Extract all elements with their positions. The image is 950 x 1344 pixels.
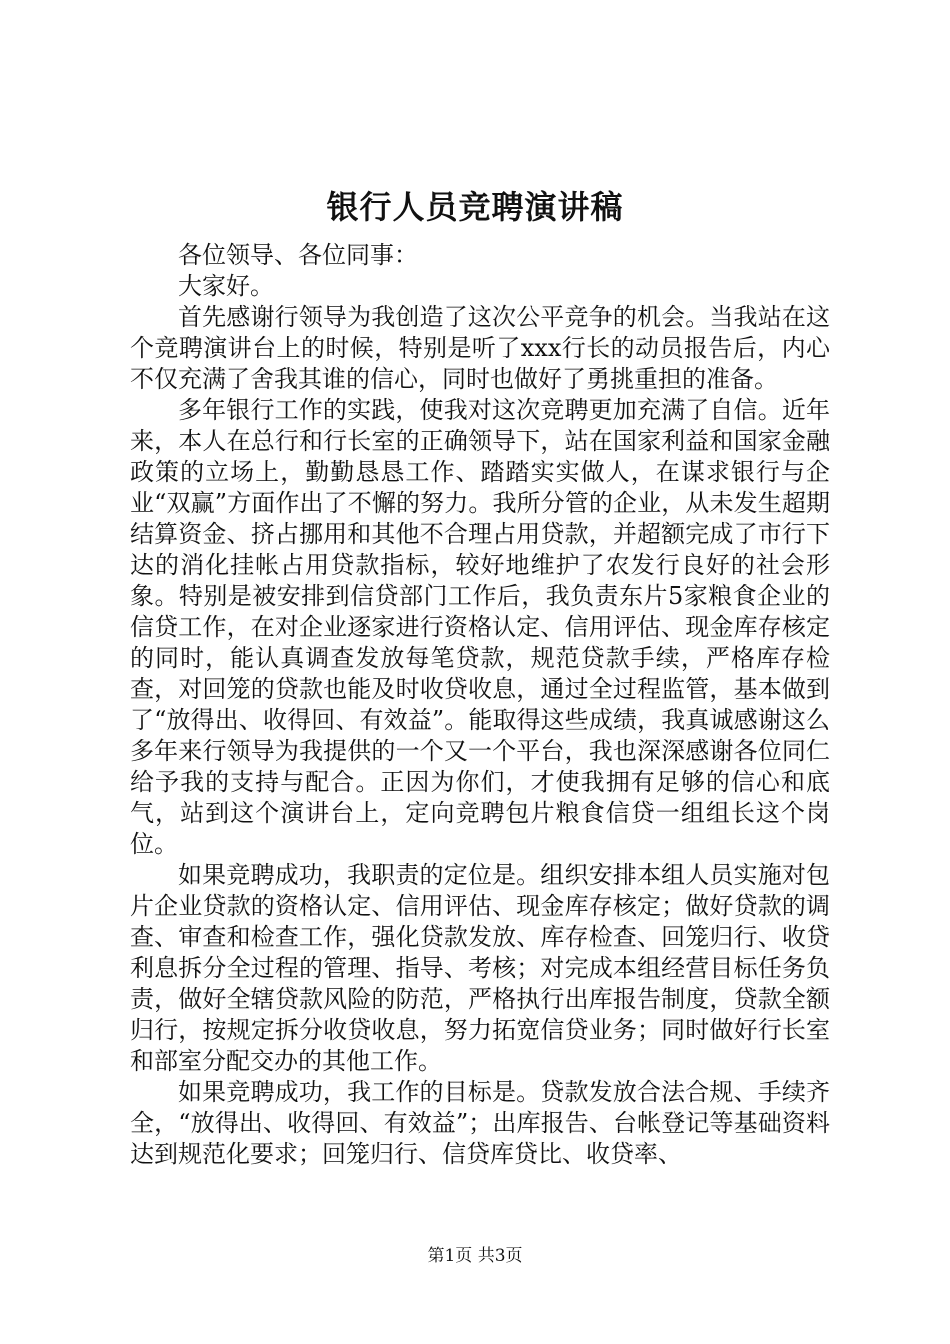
salutation-paragraph: 各位领导、各位同事： <box>178 241 418 269</box>
document-title: 银行人员竞聘演讲稿 <box>326 188 624 226</box>
body-paragraph: 首先感谢行领导为我创造了这次公平竞争的机会。当我站在这个竞聘演讲台上的时候，特别是听了xxx行长的动员报告后，内心不仅充满了舍我其谁的信心，同时也做好了勇挑重担的准备。 <box>130 303 830 393</box>
body-paragraph: 如果竞聘成功，我工作的目标是。贷款发放合法合规、手续齐全，“放得出、收得回、有效益”；出库报告、台帐登记等基础资料达到规范化要求；回笼归行、信贷库贷比、收贷率、 <box>130 1078 830 1168</box>
body-paragraph: 多年银行工作的实践，使我对这次竞聘更加充满了自信。近年来，本人在总行和行长室的正确领导下，站在国家利益和国家金融政策的立场上，勤勤恳恳工作、踏踏实实做人，在谋求银行与企业“双赢”方面作出了不懈的努力。我所分管的企业，从未发生超期结算资金、挤占挪用和其他不合理占用贷款，并超额完成了市行下达的消化挂帐占用贷款指标，较好地维护了农发行良好的社会形象。特别是被安排到信贷部门工作后，我负责东片5家粮食企业的信贷工作，在对企业逐家进行资格认定、信用评估、现金库存核定的同时，能认真调查发放每笔贷款，规范贷款手续，严格库存检查，对回笼的贷款也能及时收贷收息，通过全过程监管，基本做到了“放得出、收得回、有效益”。能取得这些成绩，我真诚感谢这么多年来行领导为我提供的一个又一个平台，我也深深感谢各位同仁给予我的支持与配合。正因为你们，才使我拥有足够的信心和底气，站到这个演讲台上，定向竞聘包片粮食信贷一组组长这个岗位。 <box>130 396 830 858</box>
page-number-footer: 第1页 共3页 <box>427 1246 523 1266</box>
greeting-paragraph: 大家好。 <box>178 272 274 300</box>
body-paragraph: 如果竞聘成功，我职责的定位是。组织安排本组人员实施对包片企业贷款的资格认定、信用评估、现金库存核定；做好贷款的调查、审查和检查工作，强化贷款发放、库存检查、回笼归行、收贷利息拆分全过程的管理、指导、考核；对完成本组经营目标任务负责，做好全辖贷款风险的防范，严格执行出库报告制度，贷款全额归行，按规定拆分收贷收息，努力拓宽信贷业务；同时做好行长室和部室分配交办的其他工作。 <box>130 861 830 1075</box>
document-body <box>130 240 830 1170</box>
